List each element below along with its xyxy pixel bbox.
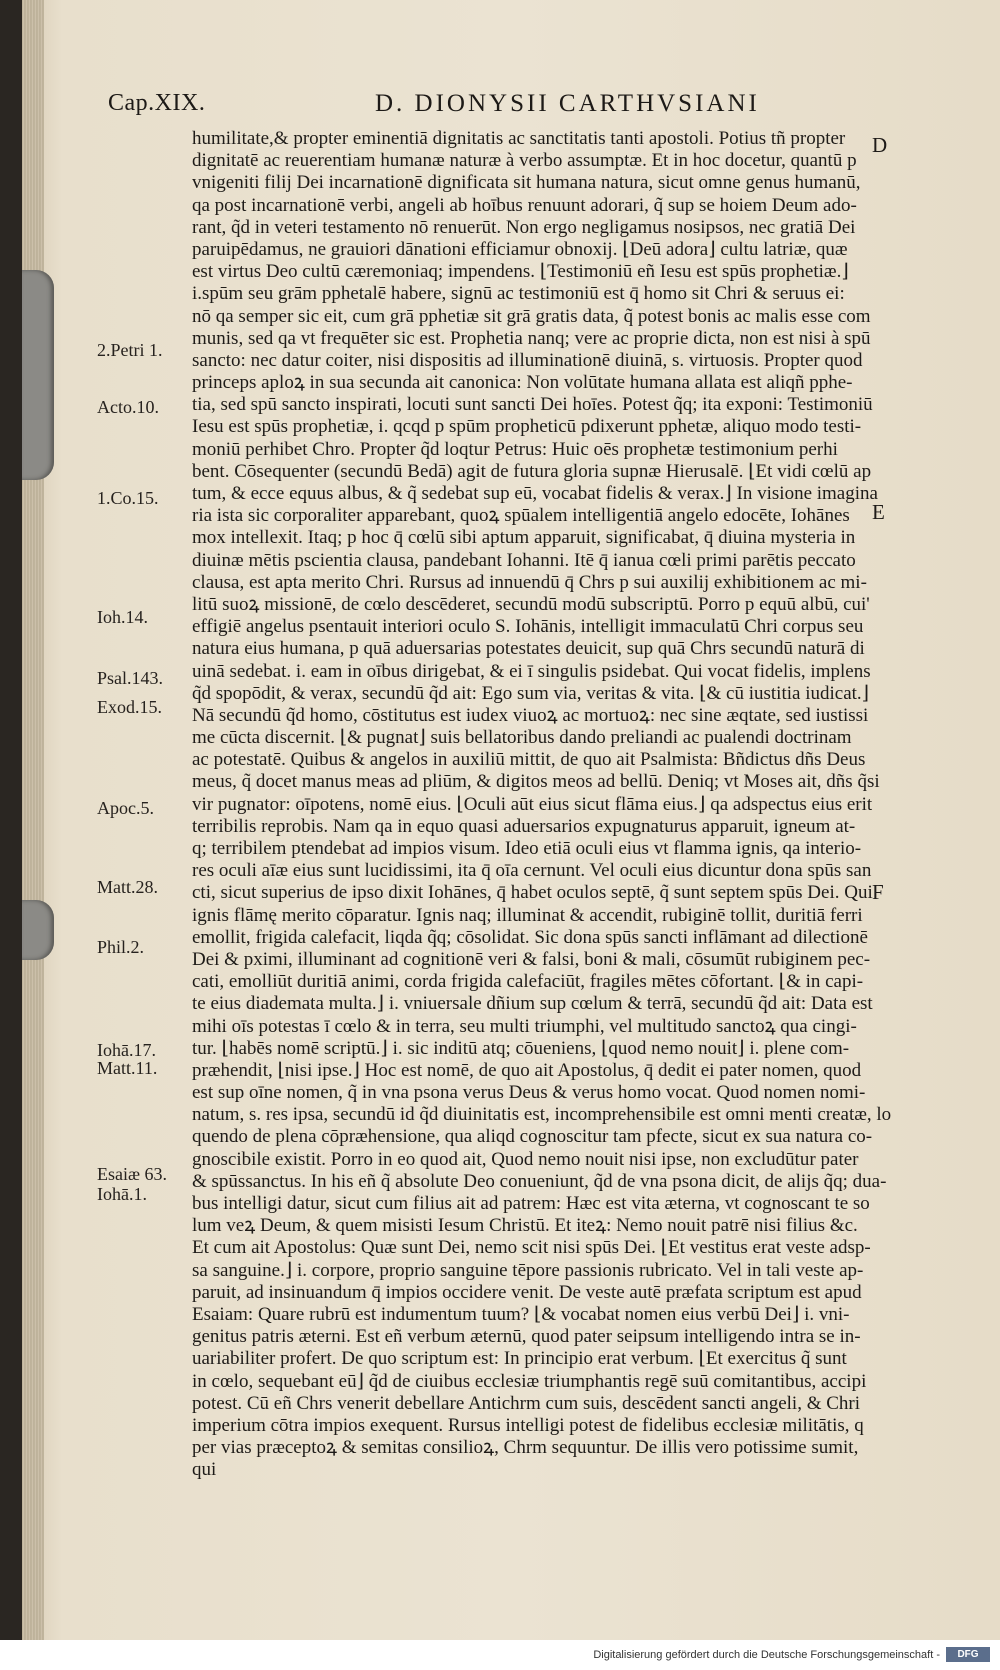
text-line: mihi oīs potestas ī cœlo & in terra, seu multi triumphi, vel multitudo sanctoꝝ qua cingi- [192,1015,857,1037]
text-line: uinā sedebat. i. eam in oībus dirigebat, & ei ī singulis psidebat. Qui vocat fidelis, implens [192,660,871,682]
text-line: bent. Cōsequenter (secundū Bedā) agit de futura gloria supnæ Hierusalē. ⌊Et vidi cœlū ap [192,460,872,482]
digitization-footer [0,1640,1000,1670]
margin-reference: Esaiæ 63. [97,1164,167,1184]
text-line: gnoscibile existit. Porro in eo quod ait, Quod nemo nouit nisi ipse, non excludūtur pater [192,1148,859,1170]
dfg-logo: DFG [946,1647,990,1662]
text-line: in cœlo, sequebant eū⌋ q̃d de ciuibus ecclesiæ triumphantis regē suū comitantibus, accipi [192,1370,867,1392]
text-line: & spūssanctus. In his eñ q̃ absolute Deo conueniunt, q̃d de vna psona dicit, de alijs q̃q; dua- [192,1170,887,1192]
text-line: dignitatē ac reuerentiam humanæ naturæ à verbo assumptæ. Et in hoc docetur, quantū p [192,150,857,172]
book-clasp-lower [22,900,54,960]
section-letter: D [872,133,888,157]
section-letter: F [872,880,884,904]
text-line: sa sanguine.⌋ i. corpore, proprio sanguine tēpore passionis rubricato. Vel in tali veste ap- [192,1259,864,1281]
text-line: natura eius humana, p quā aduersarias potestates deuicit, sup quā Chrs secundū naturā di [192,638,865,660]
text-line: vnigeniti filij Dei incarnationē dignificata sit humana natura, sicut omne genus humanū, [192,172,861,194]
running-title: D. DIONYSII CARTHVSIANI [375,90,760,117]
text-line: clausa, est apta merito Chri. Rursus ad innuendū q̄ Chrs p sui auxilij exhibitionem ac mi- [192,571,867,593]
text-line: per vias præceptoꝝ & semitas consilioꝝ, Chrm sequuntur. De illis vero potissime sumit, [192,1437,859,1459]
text-line: imperium cōtra impios exequent. Rursus intelligi potest de fidelibus ecclesiæ militātis, q [192,1414,864,1436]
margin-reference: Phil.2. [97,937,145,957]
text-line: paruipēdamus, ne grauiori dānationi efficiamur obnoxij. ⌊Deū adora⌋ cultu latriæ, quæ [192,238,848,260]
text-line: uariabiliter profert. De quo scriptum est: In principio erat verbum. ⌊Et exercitus q̃ sunt [192,1348,847,1370]
text-line: ignis flāmę merito cōparatur. Ignis naq; illuminat & accendit, rubiginē tollit, duritiā ferri [192,904,863,926]
margin-reference: Matt.11. [97,1058,158,1078]
text-line: mox intellexit. Itaq; p hoc q̄ cœlū sibi aptum apparuit, significabat, q̄ diuina mysteria in [192,527,856,549]
text-line: Nā secundū q̃d homo, cōstitutus est iudex viuoꝝ ac mortuoꝝ: nec sine æqtate, sed iustissi [192,704,869,726]
margin-reference: Iohā.17. [97,1040,156,1060]
text-line: Et cum ait Apostolus: Quæ sunt Dei, nemo scit nisi spūs Dei. ⌊Et vestitus erat veste adsp- [192,1237,871,1259]
text-line: est virtus Deo cultū cæremoniaq; impendens. ⌊Testimoniū eñ Iesu est spūs prophetiæ.⌋ [192,261,849,283]
text-line: te eius diademata multa.⌋ i. vniuersale dñium sup cœlum & terrā, secundū q̃d ait: Data est [192,993,873,1015]
text-line: Dei & pximi, illuminant ad cognitionē veri & falsi, boni & mali, cōsumūt rubiginem pec- [192,948,871,970]
text-line: tum, & ecce equus albus, & q̃ sedebat sup eū, vocabat fidelis & verax.⌋ In visione imagina [192,483,878,504]
margin-reference: Apoc.5. [97,798,154,818]
text-line: ac potestatē. Quibus & angelos in auxiliū mittit, de quo ait Psalmista: Bñdictus dñs Deus [192,749,866,771]
text-line: præhendit, ⌊nisi ipse.⌋ Hoc est nomē, de quo ait Apostolus, q̄ dedit ei pater nomen, quod [192,1059,862,1081]
text-line: q̃d spopōdit, & verax, secundū q̃d ait: Ego sum via, veritas & vita. ⌊& cū iustitia iudicat.⌋ [192,682,870,704]
text-line: cati, emolliūt duritiā animi, corda frigida calefaciūt, fragiles mētes cōfortant. ⌊& in capi- [192,971,864,993]
text-line: munis, sed qa vt frequēter sic est. Prophetia nanq; vere ac proprie dicta, non est nisi à spū [192,327,871,349]
text-line: sancto: nec datur coiter, nisi dispositis ad illuminationē diuinā, s. virtuosis. Propter quod [192,349,863,371]
text-line: qui [192,1459,217,1481]
text-line: res oculi aīæ eius sunt lucidissimi, ita q̄ oīa cernunt. Vel oculi eius dicuntur dona spūs san [192,860,872,882]
text-line: Iesu est spūs prophetiæ, i. qcqd p spūm propheticū pdixerunt pphetæ, aliquo modo testi- [192,416,862,438]
main-text-column [192,128,912,1481]
text-line: lum veꝝ Deum, & quem misisti Iesum Christū. Et iteꝝ: Nemo nouit patrē nisi filius &c. [192,1215,858,1237]
text-line: Esaiam: Quare rubrū est indumentum tuum? ⌊& vocabat nomen eius verbū Dei⌋ i. vni- [192,1303,850,1325]
text-line: diuinæ mētis pscientia clausa, pandebant Iohanni. Itē q̄ ianua cœli primi parētis peccato [192,549,856,571]
text-line: nō qa semper sic eit, cum grā pphetiæ sit grā gratis data, q̃ potest bonis ac malis esse com [192,305,871,327]
text-line: bus intelligi datur, sicut cum filius ait ad patrem: Hæc est vita æterna, vt cognoscant te so [192,1193,870,1214]
margin-reference: Acto.10. [97,397,159,417]
text-line: effigiē angelus psentauit interiori oculo S. Iohānis, intelligit immaculatū Chri corpus seu [192,616,864,638]
margin-reference: Iohā.1. [97,1184,147,1204]
text-line: humilitate,& propter eminentiā dignitatis ac sanctitatis tanti apostoli. Potius tñ propter [192,128,846,149]
text-line: potest. Cū eñ Chrs venerit debellare Antichrm cum suis, descēdent sancti angeli, & Chri [192,1392,861,1414]
text-line: tur. ⌊habēs nomē scriptū.⌋ i. sic inditū atq; cōueniens, ⌊quod nemo nouit⌋ i. plene com- [192,1037,850,1059]
text-line: ria ista sic corporaliter apparebant, quoꝝ spūalem intelligentiā angelo edocēte, Iohānes [192,505,850,527]
text-line: paruit, ad insinuandum q̄ impios occidere venit. De veste autē præfata scriptum est apud [192,1281,862,1303]
text-line: genitus patris æterni. Est eñ verbum æternū, quod pater seipsum intelligendo intra se in- [192,1326,861,1348]
margin-reference: Psal.143. [97,668,164,688]
funding-credit: Digitalisierung gefördert durch die Deutsche Forschungsgemeinschaft - [593,1649,940,1661]
text-line: princeps aploꝝ in sua secunda ait canonica: Non volūtate humana allata est aliqñ pphe- [192,372,853,394]
book-clasp-upper [22,270,54,480]
page-header [80,90,900,120]
page-fore-edge [22,0,44,1640]
text-line: vir pugnator: oīpotens, nomē eius. ⌊Oculi aūt eius sicut flāma eius.⌋ qa adspectus eius erit [192,793,873,815]
text-line: i.spūm seu grām pphetalē habere, signū ac testimoniū est q̄ homo sit Chri & seruus ei: [192,283,845,305]
text-line: quendo de plena cōpræhensione, qua aliqd cognoscitur tam pfecte, sicut ex sua natura co- [192,1126,873,1148]
text-line: meus, q̃ docet manus meas ad pliūm, & digitos meos ad bellū. Deniq; vt Moses ait, dñs q̃si [192,771,880,793]
text-line: q; terribilem ptendebat ad impios visum. Ideo etiā oculi eius vt flamma ignis, qa interio- [192,838,862,859]
text-line: qa post incarnationē verbi, angeli ab hoībus renuunt adorari, q̃ sup se hoiem Deum ado- [192,194,857,216]
text-line: est sup oīne nomen, q̃ in vna psona verus Deus & verus homo vocat. Quod nomen nomi- [192,1082,866,1104]
margin-reference: 1.Co.15. [97,488,159,508]
text-line: emollit, frigida calefacit, liqda q̃q; cōsolidat. Sic dona spūs sancti inflāmant ad dilectionē [192,926,868,948]
text-line: natum, s. res ipsa, secundū id q̃d diuinitatis est, incomprehensibile est omni menti creatæ, lo [192,1104,892,1126]
text-line: me cūcta discernit. ⌊& pugnat⌋ suis bellatoribus dando preliandi ac pualendi doctrinam [192,727,852,749]
margin-reference: Exod.15. [97,697,162,717]
margin-reference: Matt.28. [97,877,158,897]
text-line: moniū perhibet Chro. Propter q̃d loqtur Petrus: Huic oēs prophetæ testimonium perhi [192,438,838,460]
text-line: terribilis reprobis. Nam qa in equo quasi aduersarios expugnaturus apparuit, igneum at- [192,815,856,837]
margin-reference: Ioh.14. [97,607,148,627]
text-line: rant, q̃d in veteri testamento nō renuerūt. Non ergo negligamus nosipsos, nec gratiā Dei [192,216,856,238]
chapter-label: Cap.XIX. [108,90,206,116]
text-line: cti, sicut superius de ipso dixit Iohānes, q̄ habet oculos septē, q̃ sunt septem spūs Dei. Qui [192,882,873,904]
section-letter: E [872,500,885,524]
margin-reference: 2.Petri 1. [97,340,163,360]
text-line: tia, sed spū sancto inspirati, locuti sunt sancti Dei hoīes. Potest q̃q; ita exponi: Testimoniū [192,394,873,416]
text-line: litū suoꝝ missionē, de cœlo descēderet, secundū modū subscriptū. Porro p equū albū, cui' [192,593,870,615]
